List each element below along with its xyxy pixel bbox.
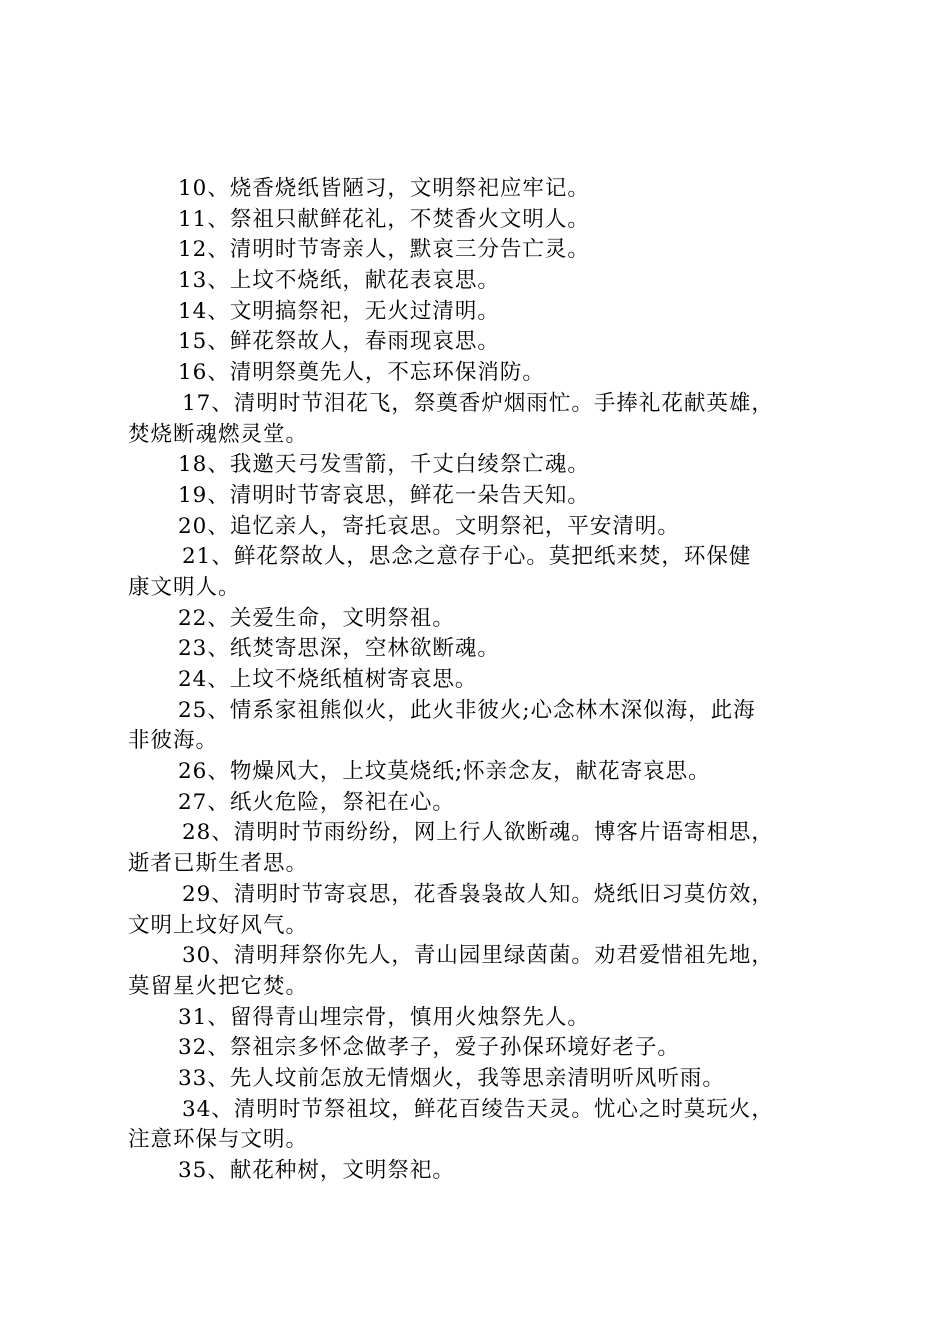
text-line: 12、清明时节寄亲人，默哀三分告亡灵。: [178, 237, 590, 263]
text-line: 莫留星火把它焚。: [128, 973, 309, 999]
document-body: [128, 174, 848, 1187]
text-line: 24、上坟不烧纸植树寄哀思。: [178, 667, 478, 692]
text-line: 30、清明拜祭你先人，青山园里绿茵菌。劝君爱惜祖先地，: [182, 943, 774, 969]
text-line: 34、清明时节祭祖坟，鲜花百绫告天灵。忧心之时莫玩火，: [182, 1096, 774, 1122]
text-line: 康文明人。: [128, 574, 241, 600]
text-line: 20、追忆亲人，寄托哀思。文明祭祀，平安清明。: [178, 513, 680, 539]
text-line: 33、先人坟前怎放无情烟火，我等思亲清明听风听雨。: [178, 1065, 725, 1091]
text-line: 28、清明时节雨纷纷，网上行人欲断魂。博客片语寄相思，: [182, 820, 774, 846]
text-line: 注意环保与文明。: [128, 1127, 309, 1153]
text-line: 17、清明时节泪花飞，祭奠香炉烟雨忙。手捧礼花献英雄，: [182, 390, 774, 416]
text-line: 10、烧香烧纸皆陋习，文明祭祀应牢记。: [178, 176, 590, 201]
text-line: 21、鲜花祭故人，思念之意存于心。莫把纸来焚，环保健: [182, 544, 752, 570]
text-line: 35、献花种树，文明祭祀。: [178, 1158, 455, 1183]
text-line: 14、文明搞祭祀，无火过清明。: [178, 298, 500, 324]
text-line: 11、祭祖只献鲜花礼，不焚香火文明人。: [178, 206, 590, 232]
text-line: 22、关爱生命，文明祭祖。: [178, 605, 455, 631]
text-line: 13、上坟不烧纸，献花表哀思。: [178, 268, 500, 294]
text-line: 文明上坟好风气。: [128, 912, 309, 938]
text-line: 18、我邀天弓发雪箭，千丈白绫祭亡魂。: [178, 452, 590, 478]
text-line: 23、纸焚寄思深，空林欲断魂。: [178, 636, 500, 662]
text-line: 25、情系家祖熊似火，此火非彼火;心念林木深似海，此海: [178, 697, 756, 723]
text-line: 32、祭祖宗多怀念做孝子，爱子孙保环境好老子。: [178, 1035, 680, 1061]
text-line: 非彼海。: [128, 728, 219, 754]
text-line: 16、清明祭奠先人，不忘环保消防。: [178, 360, 545, 386]
text-line: 26、物燥风大，上坟莫烧纸;怀亲念友，献花寄哀思。: [178, 759, 711, 785]
text-line: 29、清明时节寄哀思，花香袅袅故人知。烧纸旧习莫仿效，: [182, 881, 774, 907]
text-line: 15、鲜花祭故人，春雨现哀思。: [178, 329, 500, 355]
text-line: 逝者已斯生者思。: [128, 851, 309, 877]
text-line: 27、纸火危险，祭祀在心。: [178, 789, 455, 815]
text-line: 焚烧断魂燃灵堂。: [128, 421, 309, 447]
text-line: 31、留得青山埋宗骨，慎用火烛祭先人。: [178, 1004, 590, 1030]
text-line: 19、清明时节寄哀思，鲜花一朵告天知。: [178, 482, 590, 508]
